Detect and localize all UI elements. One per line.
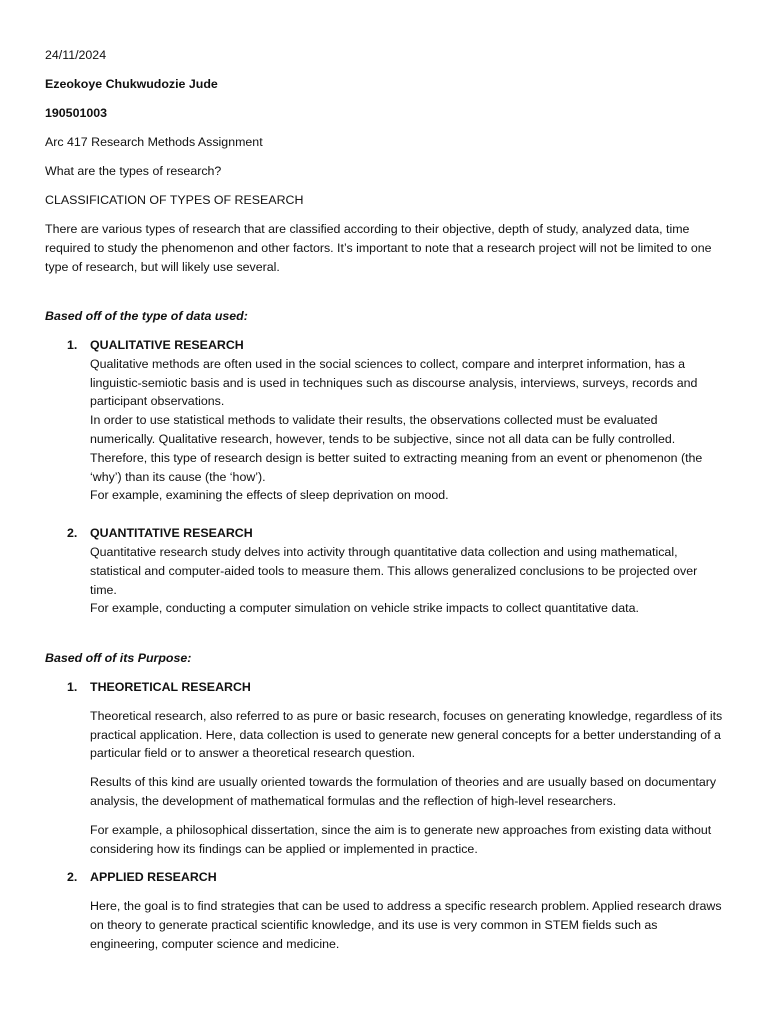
document-body — [45, 46, 725, 964]
list-item — [45, 678, 725, 858]
intro-paragraph: There are various types of research that are classified according to their objective, depth of study, analyzed data, time required to study the phenomenon and other factors. It’s important to note that a research project will not be limited to one type of research, but will likely use several. — [45, 221, 712, 274]
document-title: CLASSIFICATION OF TYPES OF RESEARCH — [45, 192, 304, 207]
item-title: THEORETICAL RESEARCH — [90, 680, 251, 695]
item-title: QUALITATIVE RESEARCH — [90, 338, 244, 353]
list-item — [45, 524, 725, 618]
student-id: 190501003 — [45, 105, 108, 120]
item-title: APPLIED RESEARCH — [90, 870, 217, 885]
list-number: 1. — [67, 338, 78, 353]
item-text: For example, examining the effects of sleep deprivation on mood. — [90, 488, 449, 503]
section-heading-purpose: Based off of its Purpose: — [45, 651, 192, 666]
author-name: Ezeokoye Chukwudozie Jude — [45, 76, 218, 91]
item-text: Qualitative methods are often used in the social sciences to collect, compare and interpret information, has a linguistic-semiotic basis and is used in techniques such as discourse analysis, interviews, surveys, records and participant observations. — [90, 356, 698, 409]
list-number: 2. — [67, 526, 78, 541]
item-paragraph: For example, a philosophical dissertation, since the aim is to generate new approaches from existing data without considering how its findings can be applied or implemented in practice. — [90, 822, 712, 856]
list-number: 1. — [67, 680, 78, 695]
list-item — [45, 868, 725, 953]
purpose-list — [45, 678, 725, 954]
item-paragraph: Here, the goal is to find strategies that can be used to address a specific research problem. Applied research draws on theory to generate practical scientific knowledge, and its use is very common in STEM fields such as engineering, computer science and medicine. — [90, 899, 722, 951]
question-line: What are the types of research? — [45, 163, 222, 178]
item-paragraph: Theoretical research, also referred to as pure or basic research, focuses on generating knowledge, regardless of its practical application. Here, data collection is used to generate new general concepts for a better understanding of a particular field or to answer a theoretical research question. — [90, 708, 723, 761]
date-line: 24/11/2024 — [45, 48, 107, 62]
item-text: Quantitative research study delves into activity through quantitative data collection and using mathematical, statistical and computer-aided tools to measure them. This allows generalized conclusions to be projected over time. — [90, 545, 698, 597]
item-paragraphs — [90, 707, 725, 859]
data-type-list — [45, 336, 725, 618]
list-number: 2. — [67, 870, 78, 885]
item-paragraphs — [90, 897, 725, 953]
item-paragraph: Results of this kind are usually oriented towards the formulation of theories and are usually based on documentary analysis, the development of mathematical formulas and the reflection of high-level researchers. — [90, 775, 717, 809]
course-title: Arc 417 Research Methods Assignment — [45, 134, 263, 149]
item-title: QUANTITATIVE RESEARCH — [90, 526, 253, 541]
item-text: For example, conducting a computer simulation on vehicle strike impacts to collect quantitative data. — [90, 601, 639, 616]
section-heading-data-type: Based off of the type of data used: — [45, 309, 248, 324]
list-item — [45, 336, 725, 505]
item-text: In order to use statistical methods to validate their results, the observations collected must be evaluated numerically. Qualitative research, however, tends to be subjective, since not all data can be fully controlled. Therefore, this type of research design is better suited to extracting meaning from an event or phenomenon (the ‘why’) than its cause (the ‘how’). — [90, 413, 703, 484]
